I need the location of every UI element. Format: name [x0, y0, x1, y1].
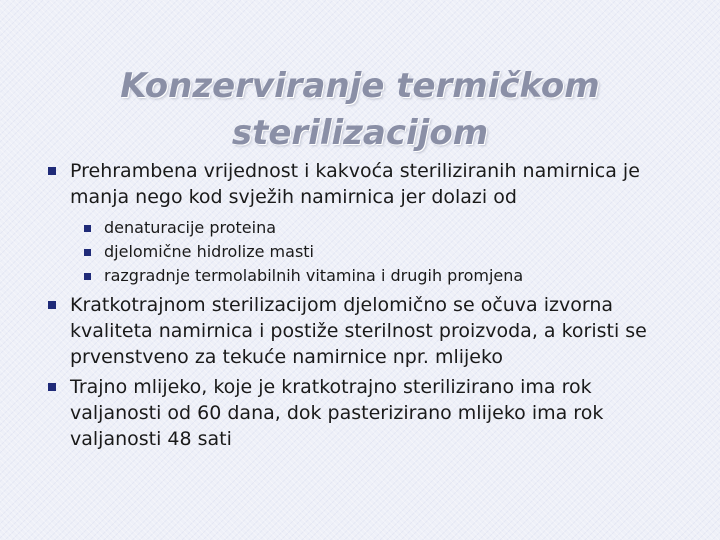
- bullet-text: Prehrambena vrijednost i kakvoća steriliziranih namirnica je manja nego kod svježih namirnica jer dolazi od: [70, 160, 640, 208]
- bullet-item-long-life-milk: [48, 374, 688, 452]
- title-line-1: Konzerviranje termičkom: [120, 65, 600, 106]
- square-bullet-icon: [48, 167, 56, 175]
- sub-bullet-list: [70, 216, 688, 288]
- slide-title: [40, 63, 680, 157]
- bullet-item-short-sterilization: [48, 292, 688, 370]
- bullet-item-nutrition: [48, 158, 688, 288]
- square-bullet-icon: [84, 225, 91, 232]
- sub-bullet-text: denaturacije proteina: [104, 218, 277, 237]
- square-bullet-icon: [48, 301, 56, 309]
- sub-bullet-item: [70, 216, 688, 240]
- title-line-2: sterilizacijom: [231, 112, 489, 153]
- square-bullet-icon: [84, 273, 91, 280]
- sub-bullet-item: [70, 264, 688, 288]
- sub-bullet-text: razgradnje termolabilnih vitamina i drugih promjena: [104, 266, 524, 285]
- square-bullet-icon: [84, 249, 91, 256]
- bullet-list: [48, 158, 688, 456]
- bullet-text: Kratkotrajnom sterilizacijom djelomično se očuva izvorna kvaliteta namirnica i postiže sterilnost proizvoda, a koristi se prvenstveno za tekuće namirnice npr. mlijeko: [70, 294, 647, 368]
- square-bullet-icon: [48, 383, 56, 391]
- sub-bullet-item: [70, 240, 688, 264]
- sub-bullet-text: djelomične hidrolize masti: [104, 242, 314, 261]
- bullet-text: Trajno mlijeko, koje je kratkotrajno sterilizirano ima rok valjanosti od 60 dana, dok pasterizirano mlijeko ima rok valjanosti 48 sati: [70, 376, 604, 450]
